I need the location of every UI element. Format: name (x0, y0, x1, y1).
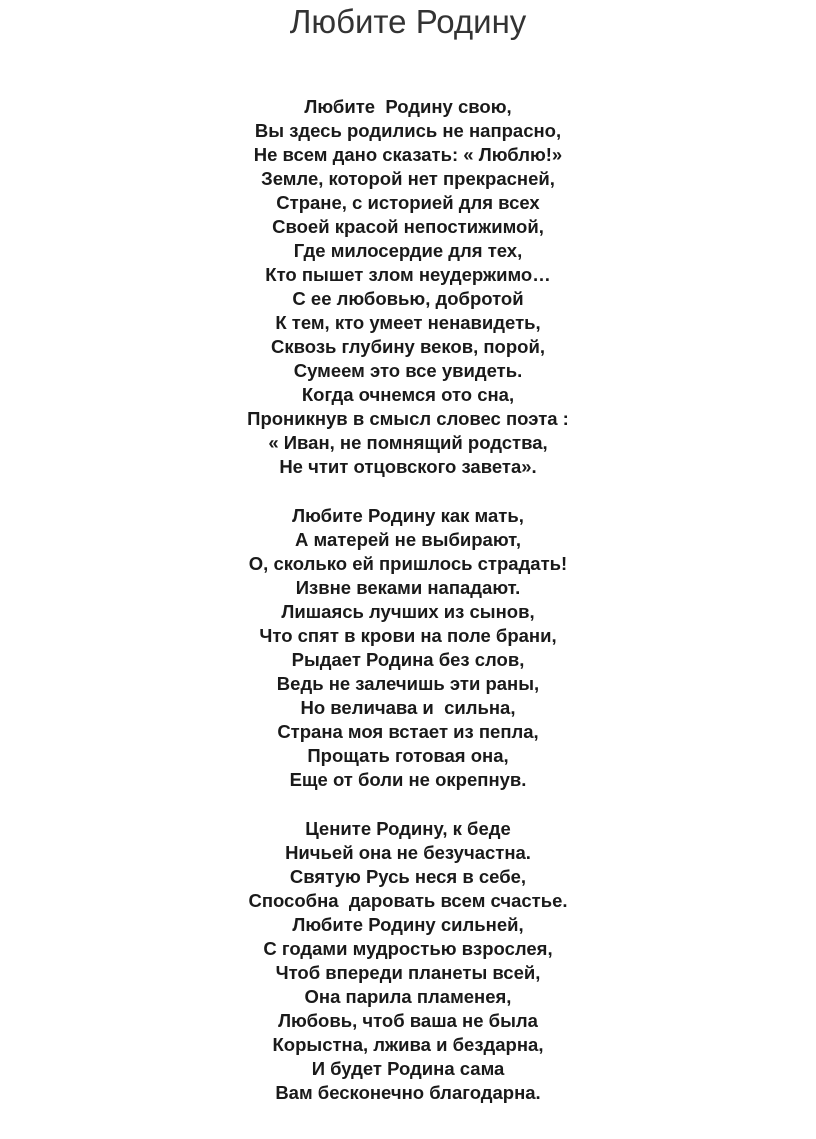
poem-line: Рыдает Родина без слов, (291, 649, 525, 670)
poem-line: Цените Родину, к беде (305, 818, 511, 839)
poem-line: Своей красой непостижимой, (272, 216, 544, 237)
poem-line: Ведь не залечишь эти раны, (276, 673, 540, 694)
poem-line: С годами мудростью взрослея, (263, 938, 553, 959)
poem-line: Стране, с историей для всех (276, 192, 540, 213)
poem-line: И будет Родина сама (311, 1058, 505, 1079)
poem-line: « Иван, не помнящий родства, (268, 432, 548, 453)
poem-line: Любите Родину как мать, (292, 505, 524, 526)
poem-line: А матерей не выбирают, (295, 529, 521, 550)
poem-line: Любовь, чтоб ваша не была (278, 1010, 538, 1031)
poem-line: Любите Родину сильней, (292, 914, 524, 935)
poem-line: Но величава и сильна, (300, 697, 516, 718)
poem-line: Не чтит отцовского завета». (279, 456, 537, 477)
poem-line: Корыстна, лжива и бездарна, (272, 1034, 544, 1055)
poem-line: Сумеем это все увидеть. (293, 360, 523, 381)
poem-line: Святую Русь неся в себе, (289, 866, 527, 887)
poem-line: Способна даровать всем счастье. (248, 890, 568, 911)
poem-line: Где милосердие для тех, (293, 240, 523, 261)
poem-line: Кто пышет злом неудержимо… (265, 264, 551, 285)
poem-line: Не всем дано сказать: « Люблю!» (253, 144, 563, 165)
poem-line: Ничьей она не безучастна. (285, 842, 531, 863)
poem-line: Земле, которой нет прекрасней, (261, 168, 555, 189)
poem-line: Извне веками нападают. (295, 577, 521, 598)
stanza-3 (0, 817, 816, 1105)
poem-line: Страна моя встает из пепла, (277, 721, 539, 742)
poem-line: С ее любовью, добротой (292, 288, 524, 309)
poem-line: Лишаясь лучших из сынов, (281, 601, 535, 622)
poem-line: Любите Родину свою, (304, 96, 512, 117)
poem-line: К тем, кто умеет ненавидеть, (275, 312, 541, 333)
stanza-1 (0, 95, 816, 479)
poem-line: Вам бесконечно благодарна. (275, 1082, 541, 1103)
poem-line: О, сколько ей пришлось страдать! (248, 553, 568, 574)
poem-line: Вы здесь родились не напрасно, (254, 120, 562, 141)
poem-line: Еще от боли не окрепнув. (289, 769, 527, 790)
poem (0, 95, 816, 1130)
poem-line: Что спят в крови на поле брани, (259, 625, 557, 646)
poem-line: Сквозь глубину веков, порой, (271, 336, 545, 357)
poem-line: Когда очнемся ото сна, (301, 384, 515, 405)
page-title: Любите Родину (289, 3, 527, 40)
poem-line: Она парила пламенея, (304, 986, 512, 1007)
stanza-2 (0, 504, 816, 792)
poem-line: Прощать готовая она, (307, 745, 509, 766)
poem-line: Чтоб впереди планеты всей, (275, 962, 541, 983)
poem-line: Проникнув в смысл словес поэта : (247, 408, 569, 429)
